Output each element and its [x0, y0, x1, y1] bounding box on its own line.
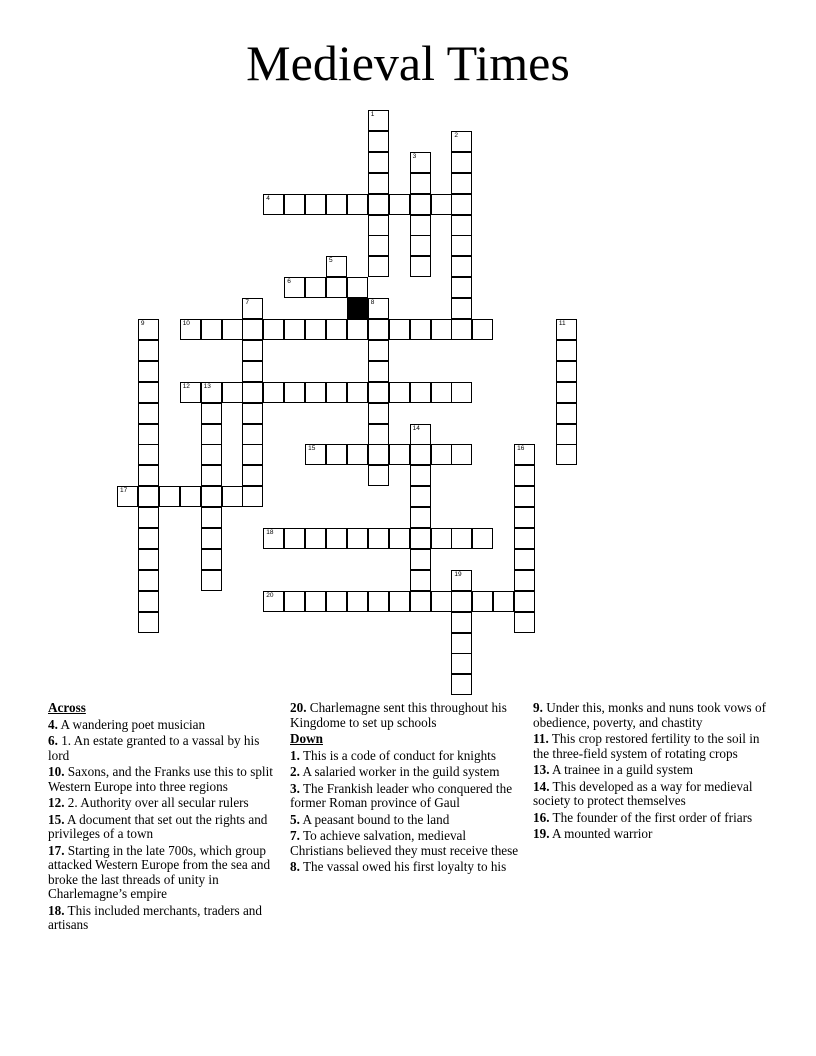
grid-cell[interactable]	[242, 424, 263, 445]
grid-cell[interactable]	[514, 507, 535, 528]
grid-cell[interactable]	[138, 465, 159, 486]
cell-number: 17	[120, 487, 128, 495]
grid-cell[interactable]	[410, 382, 431, 403]
grid-cell[interactable]	[201, 444, 222, 465]
grid-cell[interactable]	[368, 382, 389, 403]
clue-text: The Frankish leader who conquered the former Roman province of Gaul	[290, 780, 513, 810]
clue-text: 2. Authority over all secular rulers	[64, 795, 249, 810]
cell-number: 4	[266, 194, 270, 202]
grid-cell[interactable]	[201, 465, 222, 486]
grid-cell[interactable]	[305, 319, 326, 340]
grid-cell[interactable]	[451, 653, 472, 674]
clue-text: Charlemagne sent this throughout his Kingdome to set up schools	[290, 700, 507, 730]
clue-number: 18.	[48, 902, 65, 918]
cell-number: 9	[140, 320, 145, 327]
grid-cell[interactable]	[263, 591, 284, 612]
grid-cell[interactable]	[556, 361, 577, 382]
grid-cell[interactable]	[410, 507, 431, 528]
grid-cell[interactable]	[451, 194, 472, 215]
cell-number: 8	[370, 299, 375, 307]
grid-cell[interactable]	[201, 528, 222, 549]
grid-cell[interactable]	[222, 319, 243, 340]
cell-number: 2	[454, 131, 459, 139]
grid-cell[interactable]	[159, 486, 180, 507]
grid-cell[interactable]	[284, 194, 305, 215]
grid-cell[interactable]	[242, 361, 263, 382]
grid-cell[interactable]	[556, 319, 577, 340]
grid-cell[interactable]	[347, 528, 368, 549]
grid-cell[interactable]	[242, 382, 263, 403]
grid-cell[interactable]	[410, 152, 431, 173]
grid-cell[interactable]	[451, 591, 472, 612]
clue-item	[48, 718, 280, 733]
clue-number: 2.	[290, 764, 300, 779]
grid-cell[interactable]	[431, 194, 452, 215]
grid-cell[interactable]	[556, 340, 577, 361]
grid-cell[interactable]	[138, 361, 159, 382]
grid-cell[interactable]	[514, 591, 535, 612]
grid-cell[interactable]	[451, 633, 472, 654]
clue-text: This is a code of conduct for knights	[299, 747, 496, 763]
clue-text: A trainee in a guild system	[549, 762, 694, 777]
clue-item	[48, 844, 280, 902]
grid-cell[interactable]	[368, 465, 389, 486]
grid-cell[interactable]	[242, 403, 263, 424]
grid-cell[interactable]	[451, 382, 472, 403]
grid-cell[interactable]	[389, 444, 410, 465]
page-title: Medieval Times	[246, 35, 570, 91]
grid-cell[interactable]	[326, 319, 347, 340]
grid-cell[interactable]	[305, 591, 326, 612]
grid-cell[interactable]	[138, 340, 159, 361]
clue-text: 1. An estate granted to a vassal by his lord	[48, 733, 260, 763]
clue-text: Under this, monks and nuns took vows of obedience, poverty, and chastity	[533, 700, 766, 730]
grid-cell[interactable]	[514, 486, 535, 507]
grid-cell[interactable]	[263, 382, 284, 403]
clue-column-1	[48, 701, 280, 935]
grid-cell[interactable]	[451, 298, 472, 319]
clue-number: 3.	[290, 780, 300, 796]
clue-text: Starting in the late 700s, which group attacked Western Europe from the sea and broke the last threads of unity in Charlemagne’s empire	[48, 842, 271, 901]
grid-cell[interactable]	[263, 194, 284, 215]
grid-cell[interactable]	[138, 549, 159, 570]
grid-cell[interactable]	[201, 507, 222, 528]
grid-cell[interactable]	[431, 382, 452, 403]
grid-cell[interactable]	[514, 444, 535, 465]
grid-cell[interactable]	[368, 131, 389, 152]
clue-item	[533, 827, 773, 842]
grid-cell[interactable]	[368, 319, 389, 340]
cell-number: 7	[245, 299, 250, 307]
grid-cell[interactable]	[138, 486, 159, 507]
clue-text: A peasant bound to the land	[299, 811, 450, 827]
clue-number: 19.	[533, 826, 550, 841]
grid-cell[interactable]	[201, 382, 222, 403]
grid-cell[interactable]	[326, 591, 347, 612]
clue-number: 20.	[290, 700, 307, 715]
grid-cell[interactable]	[201, 570, 222, 591]
grid-cell[interactable]	[305, 382, 326, 403]
cell-number: 10	[182, 320, 190, 327]
clue-item	[290, 701, 522, 730]
grid-cell[interactable]	[410, 486, 431, 507]
clue-text: A document that set out the rights and privileges of a town	[48, 811, 268, 841]
grid-cell[interactable]	[284, 382, 305, 403]
clue-text: To achieve salvation, medieval Christians believed they must receive these	[290, 828, 519, 858]
grid-cell[interactable]	[368, 361, 389, 382]
clue-text: A salaried worker in the guild system	[299, 764, 500, 779]
grid-cell[interactable]	[284, 319, 305, 340]
grid-cell[interactable]	[389, 194, 410, 215]
cell-number: 6	[287, 278, 291, 286]
grid-cell[interactable]	[368, 424, 389, 445]
grid-cell[interactable]	[472, 528, 493, 549]
clue-number: 9.	[533, 700, 543, 715]
grid-cell[interactable]	[347, 277, 368, 298]
grid-cell[interactable]	[410, 549, 431, 570]
clue-item	[533, 763, 773, 778]
cell-number: 12	[182, 382, 190, 390]
grid-cell[interactable]	[138, 591, 159, 612]
grid-cell[interactable]	[410, 570, 431, 591]
grid-cell[interactable]	[410, 528, 431, 549]
clue-item	[290, 829, 522, 858]
grid-cell[interactable]	[556, 444, 577, 465]
cell-number: 20	[266, 591, 274, 599]
grid-cell[interactable]	[451, 570, 472, 591]
cell-number: 14	[412, 424, 420, 432]
clue-number: 15.	[48, 811, 65, 827]
grid-cell[interactable]	[222, 382, 243, 403]
grid-cell[interactable]	[514, 570, 535, 591]
grid-cell[interactable]	[410, 235, 431, 256]
grid-cell[interactable]	[201, 424, 222, 445]
grid-cell[interactable]	[410, 424, 431, 445]
clue-item	[533, 780, 773, 809]
grid-cell[interactable]	[347, 382, 368, 403]
blocked-cell	[347, 298, 368, 319]
grid-cell[interactable]	[326, 256, 347, 277]
grid-cell[interactable]	[451, 131, 472, 152]
grid-cell[interactable]	[389, 319, 410, 340]
grid-cell[interactable]	[451, 674, 472, 695]
clue-text: A mounted warrior	[549, 826, 653, 841]
grid-cell[interactable]	[180, 486, 201, 507]
grid-cell[interactable]	[514, 612, 535, 633]
grid-cell[interactable]	[368, 298, 389, 319]
grid-cell[interactable]	[368, 340, 389, 361]
grid-cell[interactable]	[410, 591, 431, 612]
grid-cell[interactable]	[201, 319, 222, 340]
clue-heading: Across	[48, 700, 86, 715]
grid-cell[interactable]	[242, 340, 263, 361]
clue-column-3	[533, 701, 773, 844]
grid-cell[interactable]	[305, 194, 326, 215]
grid-cell[interactable]	[368, 403, 389, 424]
grid-cell[interactable]	[368, 152, 389, 173]
clue-heading: Down	[290, 731, 323, 746]
grid-cell[interactable]	[368, 591, 389, 612]
grid-cell[interactable]	[326, 382, 347, 403]
clue-text: This included merchants, traders and artisans	[48, 902, 262, 932]
grid-cell[interactable]	[368, 194, 389, 215]
clue-number: 14.	[533, 778, 550, 794]
grid-cell[interactable]	[263, 319, 284, 340]
clue-item	[48, 813, 280, 842]
grid-cell[interactable]	[117, 486, 138, 507]
grid-cell[interactable]	[347, 591, 368, 612]
grid-cell[interactable]	[556, 424, 577, 445]
clue-item	[290, 813, 522, 828]
grid-cell[interactable]	[201, 403, 222, 424]
grid-cell[interactable]	[305, 528, 326, 549]
cell-number: 1	[370, 111, 375, 118]
grid-cell[interactable]	[138, 570, 159, 591]
clue-item	[533, 811, 773, 826]
grid-cell[interactable]	[138, 507, 159, 528]
clue-text: The founder of the first order of friars	[549, 809, 753, 825]
grid-cell[interactable]	[138, 403, 159, 424]
grid-cell[interactable]	[368, 110, 389, 131]
clue-number: 13.	[533, 762, 550, 777]
clue-number: 10.	[48, 764, 65, 779]
clue-text: This developed as a way for medieval society to protect themselves	[533, 778, 753, 808]
cell-number: 11	[558, 320, 566, 327]
grid-cell[interactable]	[284, 277, 305, 298]
grid-cell[interactable]	[514, 549, 535, 570]
grid-cell[interactable]	[138, 528, 159, 549]
grid-cell[interactable]	[472, 591, 493, 612]
grid-cell[interactable]	[284, 591, 305, 612]
grid-cell[interactable]	[451, 173, 472, 194]
grid-cell[interactable]	[138, 382, 159, 403]
grid-cell[interactable]	[389, 382, 410, 403]
grid-cell[interactable]	[431, 444, 452, 465]
grid-cell[interactable]	[242, 444, 263, 465]
clue-column-2	[290, 701, 522, 877]
clue-item	[533, 701, 773, 730]
grid-cell[interactable]	[410, 194, 431, 215]
grid-cell[interactable]	[451, 215, 472, 236]
grid-cell[interactable]	[305, 444, 326, 465]
grid-cell[interactable]	[326, 277, 347, 298]
grid-cell[interactable]	[431, 528, 452, 549]
grid-cell[interactable]	[451, 256, 472, 277]
grid-cell[interactable]	[493, 591, 514, 612]
grid-cell[interactable]	[556, 403, 577, 424]
cell-number: 16	[517, 445, 525, 453]
clue-number: 11.	[533, 731, 549, 746]
clue-item	[290, 765, 522, 780]
grid-cell[interactable]	[368, 528, 389, 549]
grid-cell[interactable]	[451, 444, 472, 465]
grid-cell[interactable]	[284, 528, 305, 549]
clue-text: A wandering poet musician	[57, 716, 206, 732]
clue-item	[48, 734, 280, 763]
grid-cell[interactable]	[138, 319, 159, 340]
grid-cell[interactable]	[410, 256, 431, 277]
grid-cell[interactable]	[451, 152, 472, 173]
grid-cell[interactable]	[410, 465, 431, 486]
grid-cell[interactable]	[389, 591, 410, 612]
grid-cell[interactable]	[180, 319, 201, 340]
grid-cell[interactable]	[431, 319, 452, 340]
grid-cell[interactable]	[201, 486, 222, 507]
grid-cell[interactable]	[242, 486, 263, 507]
clue-item	[290, 860, 522, 875]
grid-cell[interactable]	[451, 319, 472, 340]
clue-number: 5.	[290, 811, 300, 827]
clue-item	[290, 749, 522, 764]
clue-number: 4.	[48, 716, 58, 732]
grid-cell[interactable]	[326, 528, 347, 549]
clue-item	[48, 765, 280, 794]
grid-cell[interactable]	[263, 528, 284, 549]
grid-cell[interactable]	[410, 215, 431, 236]
grid-cell[interactable]	[514, 465, 535, 486]
grid-cell[interactable]	[472, 319, 493, 340]
grid-cell[interactable]	[431, 591, 452, 612]
grid-cell[interactable]	[451, 528, 472, 549]
clue-number: 8.	[290, 859, 300, 874]
clue-number: 16.	[533, 809, 550, 825]
clue-number: 17.	[48, 842, 65, 858]
cell-number: 13	[203, 382, 211, 390]
cell-number: 15	[308, 445, 316, 453]
grid-cell[interactable]	[305, 277, 326, 298]
grid-cell[interactable]	[201, 549, 222, 570]
cell-number: 5	[329, 257, 333, 265]
grid-cell[interactable]	[347, 194, 368, 215]
grid-cell[interactable]	[368, 215, 389, 236]
grid-cell[interactable]	[138, 444, 159, 465]
clue-number: 6.	[48, 733, 58, 748]
grid-cell[interactable]	[451, 612, 472, 633]
grid-cell[interactable]	[451, 277, 472, 298]
grid-cell[interactable]	[222, 486, 243, 507]
grid-cell[interactable]	[451, 235, 472, 256]
grid-cell[interactable]	[514, 528, 535, 549]
grid-cell[interactable]	[410, 444, 431, 465]
clue-number: 1.	[290, 747, 300, 763]
clue-text: Saxons, and the Franks use this to split Western Europe into three regions	[48, 764, 273, 794]
grid-cell[interactable]	[242, 319, 263, 340]
grid-cell[interactable]	[138, 612, 159, 633]
grid-cell[interactable]	[242, 465, 263, 486]
clue-text: The vassal owed his first loyalty to his	[299, 859, 507, 874]
grid-cell[interactable]	[368, 173, 389, 194]
grid-cell[interactable]	[326, 444, 347, 465]
clue-number: 12.	[48, 795, 65, 810]
grid-cell[interactable]	[180, 382, 201, 403]
grid-cell[interactable]	[242, 298, 263, 319]
cell-number: 19	[454, 570, 462, 578]
grid-cell[interactable]	[410, 173, 431, 194]
cell-number: 3	[412, 152, 417, 160]
grid-cell[interactable]	[347, 444, 368, 465]
grid-cell[interactable]	[326, 194, 347, 215]
grid-cell[interactable]	[368, 444, 389, 465]
clue-item	[533, 732, 773, 761]
clue-text: This crop restored fertility to the soil in the three-field system of rotating crops	[533, 731, 760, 761]
grid-cell[interactable]	[410, 319, 431, 340]
grid-cell[interactable]	[347, 319, 368, 340]
clue-item	[48, 904, 280, 933]
clue-item	[290, 782, 522, 811]
grid-cell[interactable]	[556, 382, 577, 403]
clue-item	[48, 796, 280, 811]
grid-cell[interactable]	[368, 235, 389, 256]
cell-number: 18	[266, 529, 274, 536]
grid-cell[interactable]	[389, 528, 410, 549]
clue-number: 7.	[290, 828, 300, 843]
grid-cell[interactable]	[138, 424, 159, 445]
grid-cell[interactable]	[368, 256, 389, 277]
